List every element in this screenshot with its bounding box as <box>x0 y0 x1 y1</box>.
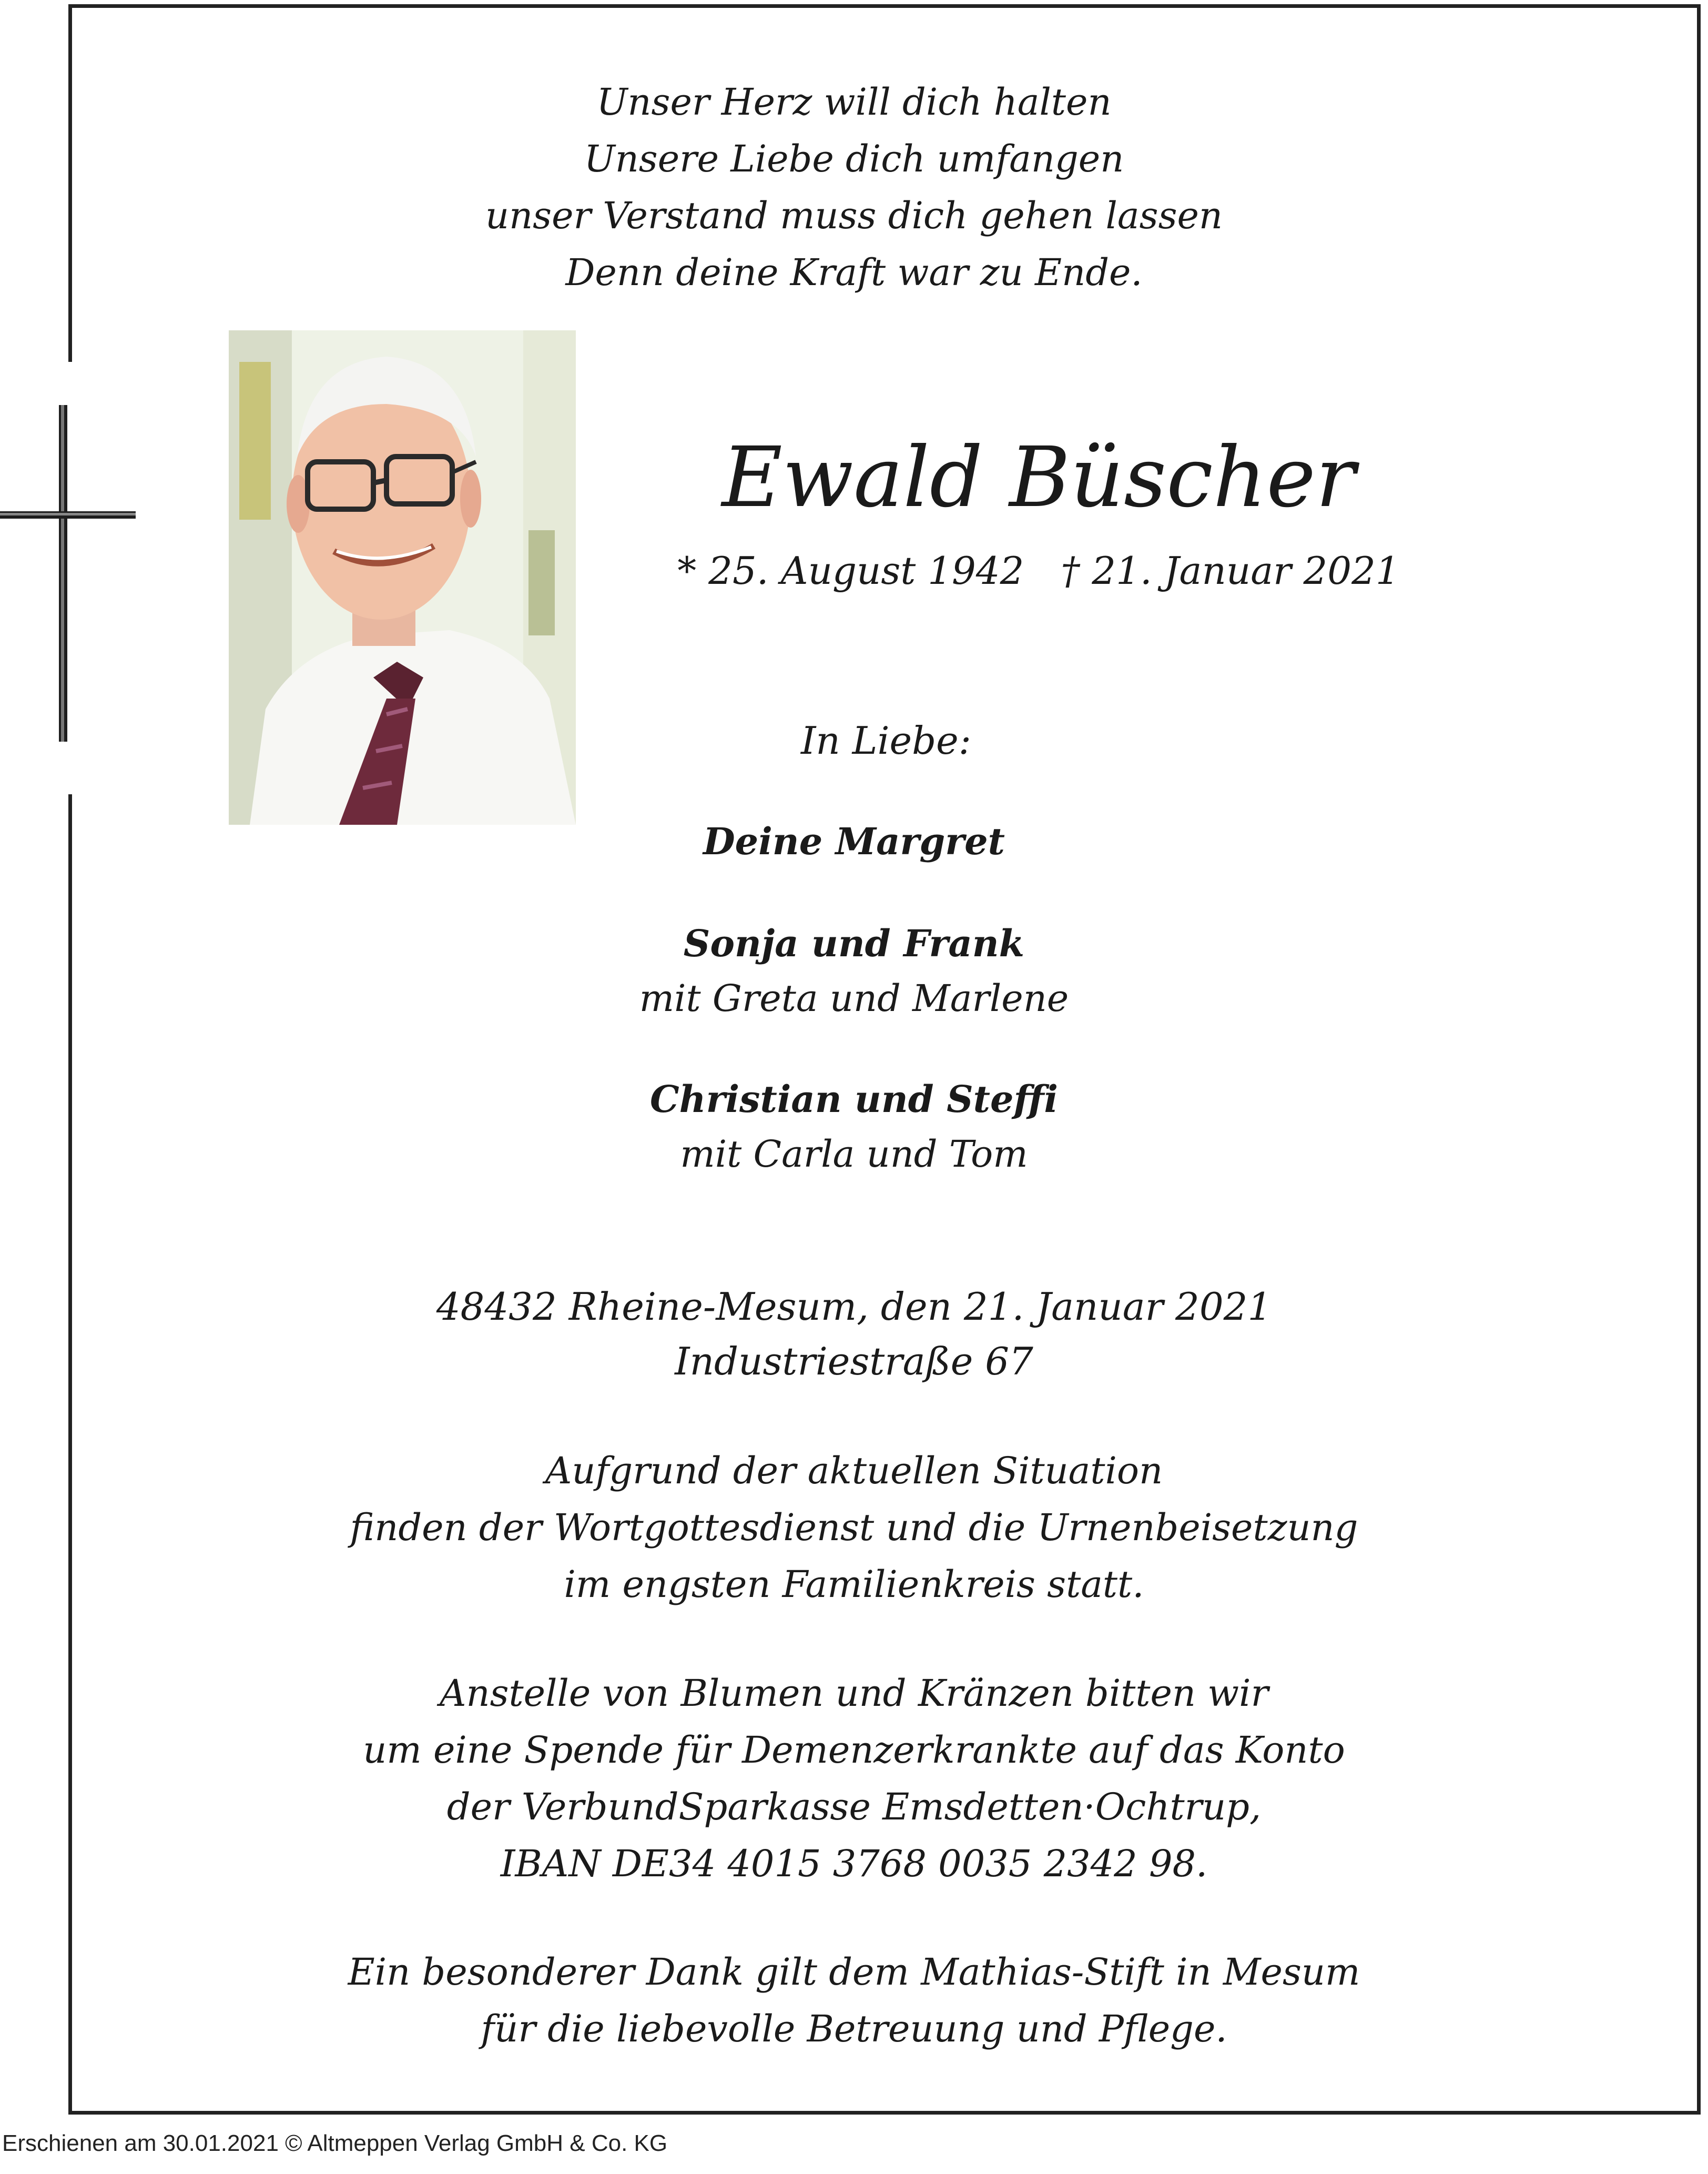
family-children: mit Carla und Tom <box>680 1132 1028 1176</box>
family-group <box>0 1072 1708 1181</box>
family-names: Christian und Steffi <box>649 1077 1059 1121</box>
notice-line: Aufgrund der aktuellen Situation <box>545 1449 1163 1492</box>
spouse-name: Deine Margret <box>703 820 1005 863</box>
death-date: † 21. Januar 2021 <box>1061 549 1400 593</box>
notice-line: Anstelle von Blumen und Kränzen bitten wir <box>439 1672 1269 1715</box>
poem-line: Denn deine Kraft war zu Ende. <box>565 251 1143 294</box>
notice-line: finden der Wortgottesdienst und die Urnenbeisetzung <box>350 1506 1358 1549</box>
birth-date: * 25. August 1942 <box>677 549 1024 593</box>
poem-line: unser Verstand muss dich gehen lassen <box>485 194 1223 237</box>
family-names: Sonja und Frank <box>683 922 1025 965</box>
notice-line: IBAN DE34 4015 3768 0035 2342 98. <box>500 1842 1208 1885</box>
poem-line: Unser Herz will dich halten <box>596 80 1112 124</box>
poem-line: Unsere Liebe dich umfangen <box>584 137 1124 180</box>
notice-line: um eine Spende für Demenzerkrankte auf das Konto <box>363 1728 1345 1772</box>
cross-icon <box>0 395 137 752</box>
family-group <box>0 916 1708 1026</box>
notice-line: im engsten Familienkreis statt. <box>564 1563 1144 1606</box>
thanks-notice <box>0 1944 1708 2057</box>
mourners-intro: In Liebe: <box>800 719 972 763</box>
publication-footer: Erschienen am 30.01.2021 © Altmeppen Verlag GmbH & Co. KG <box>2 2130 668 2156</box>
notice-line: der VerbundSparkasse Emsdetten·Ochtrup, <box>446 1785 1262 1828</box>
address-block <box>0 1279 1708 1389</box>
life-dates <box>578 544 1499 597</box>
service-notice <box>0 1442 1708 1613</box>
poem <box>0 74 1708 301</box>
street: Industriestraße 67 <box>675 1339 1033 1383</box>
donation-notice <box>0 1665 1708 1892</box>
place-date: 48432 Rheine-Mesum, den 21. Januar 2021 <box>436 1285 1272 1329</box>
notice-line: Ein besonderer Dank gilt dem Mathias-Stift in Mesum <box>348 1950 1360 1994</box>
notice-line: für die liebevolle Betreuung und Pflege. <box>481 2007 1227 2050</box>
deceased-name: Ewald Büscher <box>721 429 1356 526</box>
family-children: mit Greta und Marlene <box>639 977 1069 1020</box>
